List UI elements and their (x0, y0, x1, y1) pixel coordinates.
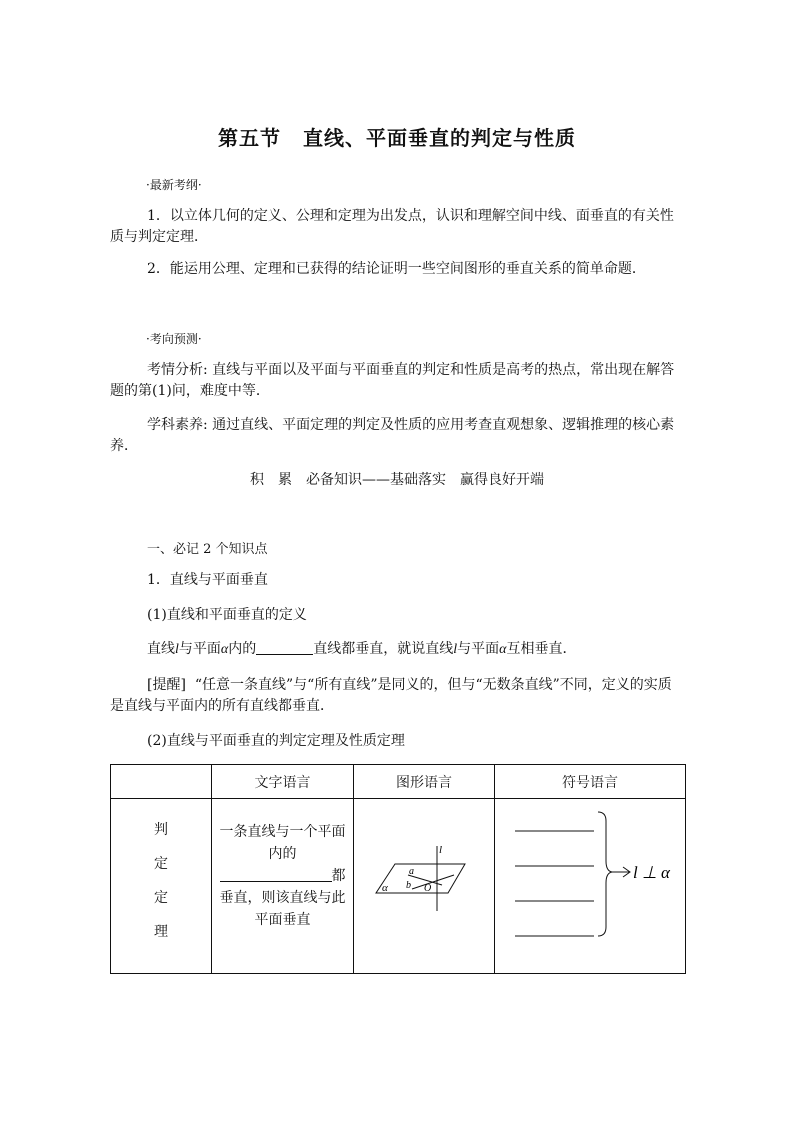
label-o: O (424, 883, 432, 894)
table-header-empty (111, 765, 212, 799)
newest-item-2: 2．能运用公理、定理和已获得的结论证明一些空间图形的垂直关系的简单命题． (147, 261, 646, 277)
table-header-row (111, 765, 686, 799)
forecast-label: ·考向预测· (146, 332, 202, 346)
label-a: a (409, 866, 414, 877)
newest-item-1: 1．以立体几何的定义、公理和定理为出发点，认识和理解空间中线、面垂直的有关性质与判定定理． (110, 208, 674, 245)
text-language-cell: 一条直线与一个平面 内的 都 垂直，则该直线与此 平面垂直 (212, 799, 354, 974)
title-part1: 第五节 (218, 126, 281, 150)
definition-heading: (1)直线和平面垂直的定义 (147, 607, 307, 623)
knowledge-sub1: 1．直线与平面垂直 (147, 572, 268, 588)
table-header-text-language: 文字语言 (212, 765, 354, 799)
newest-outline-label: ·最新考纲· (146, 178, 202, 192)
symbol-language-cell (495, 799, 686, 974)
label-alpha: α (382, 882, 388, 894)
forecast-literacy: 学科素养: 通过直线、平面定理的判定及性质的应用考查直观想象、逻辑推理的核心素养． (110, 417, 675, 454)
table-header-symbol-language: 符号语言 (495, 765, 686, 799)
row-label-judgment-theorem: 判 定 定 理 (111, 799, 212, 974)
definition-sentence: 直线l与平面α内的 直线都垂直，就说直线l与平面α互相垂直． (147, 641, 577, 657)
symbol-result: l ⊥ α (633, 863, 670, 882)
definition-blank (256, 640, 313, 655)
label-b: b (406, 880, 411, 891)
title-part2: 直线、平面垂直的判定与性质 (303, 126, 576, 150)
symbol-bracket-figure (495, 799, 686, 969)
right-brace (598, 812, 612, 936)
theorem-heading: (2)直线与平面垂直的判定定理及性质定理 (147, 733, 405, 749)
perpendicular-plane-figure (354, 799, 495, 969)
table-header-figure-language: 图形语言 (354, 765, 495, 799)
text-blank (220, 865, 332, 882)
section-banner: 积 累 必备知识——基础落实 赢得良好开端 (250, 472, 544, 488)
figure-language-cell (354, 799, 495, 974)
table-row (111, 799, 686, 974)
line-b (412, 875, 454, 889)
theorem-table (110, 764, 686, 974)
forecast-analysis: 考情分析: 直线与平面以及平面与平面垂直的判定和性质是高考的热点，常出现在解答题的第(1)问，难度中等． (110, 362, 675, 399)
knowledge-heading: 一、必记 2 个知识点 (147, 542, 268, 557)
tip-text: “任意一条直线”与“所有直线”是同义的，但与“无数条直线”不同，定义的实质是直线与平面内的所有直线都垂直． (110, 677, 672, 714)
tip-paragraph (110, 675, 682, 717)
page-title (0, 122, 794, 151)
label-l: l (439, 844, 443, 856)
tip-label: [提醒] (147, 677, 186, 693)
